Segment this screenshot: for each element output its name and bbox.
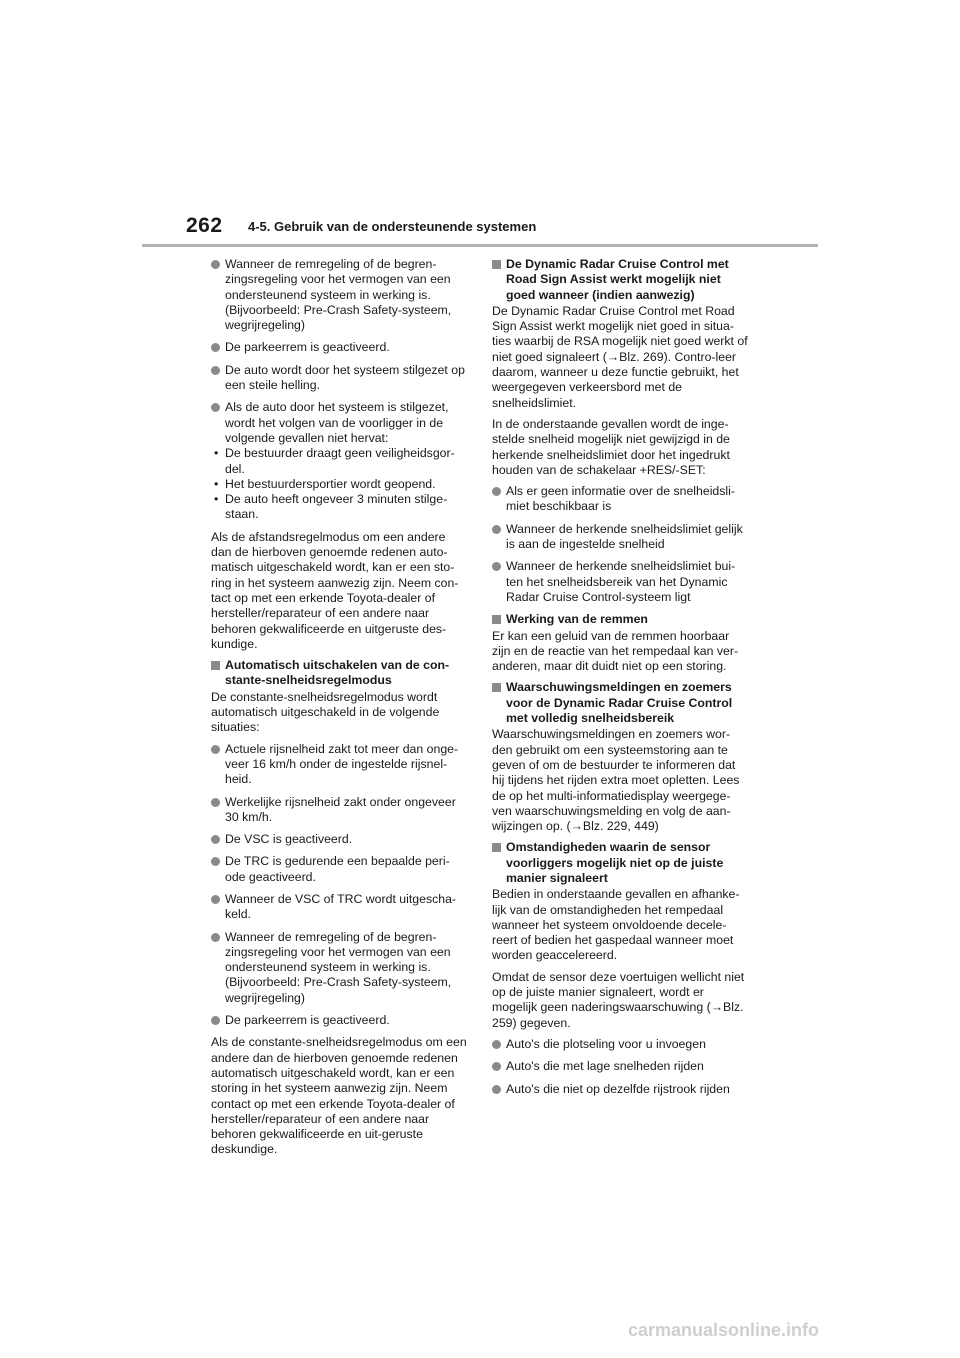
sub-list-item: • Het bestuurdersportier wordt geopend. xyxy=(214,476,436,491)
paragraph: Waarschuwingsmeldingen en zoemers wor-den gebruikt om een systeemstoring aan te geven of om de bestuurder te informeren dat hij tijdens het rijden extra moet opletten. Lees de op het multi-informatiedisplay weergege-ven waarschuwingsmelding en volg de aan-wijzingen op. (→Blz. 229, 449) xyxy=(492,727,740,834)
paragraph: Bedien in onderstaande gevallen en afhanke-lijk van de omstandigheden het rempedaal wanneer het systeem onvoldoende decele-reert of bedien het gaspedaal wanneer moet worden geaccelereerd. xyxy=(492,887,740,963)
list-item: Auto's die plotseling voor u invoegen xyxy=(492,1037,748,1052)
paragraph: In de onderstaande gevallen wordt de inge-stelde snelheid mogelijk niet gewijzigd in de herkende snelheidslimiet door het ingedrukt houden van de schakelaar +RES/-SET: xyxy=(492,416,730,477)
list-item: Werkelijke rijsnelheid zakt onder ongeveer 30 km/h. xyxy=(211,795,467,826)
bullet-icon xyxy=(492,1040,501,1049)
bullet-icon xyxy=(211,798,220,807)
square-bullet-icon xyxy=(492,683,501,692)
subheading: Omstandigheden waarin de sensor voorliggers mogelijk niet op de juiste manier signaleert xyxy=(492,840,748,886)
list-item: Wanneer de remregeling of de begren-zingsregeling voor het vermogen van een ondersteunend systeem in werking is. (Bijvoorbeeld: Pre-Crash Safety-systeem, wegrijregeling) xyxy=(211,257,467,333)
list-item: De VSC is geactiveerd. xyxy=(211,832,467,847)
subheading: Automatisch uitschakelen van de con-stante-snelheidsregelmodus xyxy=(211,658,467,689)
list-item: Auto's die met lage snelheden rijden xyxy=(492,1059,748,1074)
paragraph: De Dynamic Radar Cruise Control met Road Sign Assist werkt mogelijk niet goed in situa-ties waarbij de RSA mogelijk niet goed werkt of niet goed signaleert (→Blz. 269). Contro-leer daarom, wanneer u deze functie gebruikt, het weergegeven verkeersbord met de snelheidslimiet. xyxy=(492,303,748,410)
square-bullet-icon xyxy=(492,615,501,624)
sub-list-item: • De bestuurder draagt geen veiligheidsgor-del. xyxy=(214,446,455,476)
left-column xyxy=(211,257,467,1164)
list-item: Wanneer de VSC of TRC wordt uitgescha-keld. xyxy=(211,892,467,923)
bullet-icon xyxy=(211,857,220,866)
bullet-icon xyxy=(492,525,501,534)
list-item: Als de auto door het systeem is stilgezet, wordt het volgen van de voorligger in de volgende gevallen niet hervat: xyxy=(211,400,467,446)
list-item: Wanneer de remregeling of de begren-zingsregeling voor het vermogen van een ondersteunend systeem in werking is. (Bijvoorbeeld: Pre-Crash Safety-systeem, wegrijregeling) xyxy=(211,930,467,1006)
list-item: Actuele rijsnelheid zakt tot meer dan onge-veer 16 km/h onder de ingestelde rijsnel-heid. xyxy=(211,742,467,788)
paragraph: Als de constante-snelheidsregelmodus om een andere dan de hierboven genoemde redenen automatisch uitgeschakeld wordt, kan er een storing in het systeem aanwezig zijn. Neem contact op met een erkende Toyota-dealer of hersteller/reparateur of een andere naar behoren gekwalificeerde en uit-geruste deskundige. xyxy=(211,1035,467,1157)
watermark: carmanualsonline.info xyxy=(628,1320,820,1340)
square-bullet-icon xyxy=(492,843,501,852)
bullet-icon xyxy=(492,562,501,571)
bullet-icon xyxy=(492,487,501,496)
list-item: Wanneer de herkende snelheidslimiet gelijk is aan de ingestelde snelheid xyxy=(492,522,748,553)
subheading: Werking van de remmen xyxy=(492,612,748,627)
square-bullet-icon xyxy=(211,661,220,670)
bullet-icon xyxy=(492,1062,501,1071)
list-item: De parkeerrem is geactiveerd. xyxy=(211,1013,467,1028)
bullet-icon xyxy=(211,835,220,844)
bullet-icon xyxy=(492,1085,501,1094)
bullet-icon xyxy=(211,343,220,352)
list-item: De TRC is gedurende een bepaalde peri-ode geactiveerd. xyxy=(211,854,467,885)
bullet-icon xyxy=(211,260,220,269)
list-item: De parkeerrem is geactiveerd. xyxy=(211,340,467,355)
square-bullet-icon xyxy=(492,260,501,269)
paragraph: De constante-snelheidsregelmodus wordt automatisch uitgeschakeld in de volgende situaties: xyxy=(211,689,440,735)
list-item: De auto wordt door het systeem stilgezet op een steile helling. xyxy=(211,363,467,394)
list-item: Wanneer de herkende snelheidslimiet bui-ten het snelheidsbereik van het Dynamic Radar Cruise Control-systeem ligt xyxy=(492,559,748,605)
page-header xyxy=(0,0,960,250)
paragraph: Omdat de sensor deze voertuigen wellicht niet op de juiste manier signaleert, wordt er mogelijk geen naderingswaarschuwing (→Blz. 259) gegeven. xyxy=(492,969,745,1030)
bullet-icon xyxy=(211,403,220,412)
bullet-icon xyxy=(211,933,220,942)
bullet-icon xyxy=(211,366,220,375)
bullet-icon xyxy=(211,895,220,904)
list-item: Als er geen informatie over de snelheidsli-miet beschikbaar is xyxy=(492,484,748,515)
bullet-icon xyxy=(211,1016,220,1025)
subheading: De Dynamic Radar Cruise Control met Road Sign Assist werkt mogelijk niet goed wanneer (indien aanwezig) xyxy=(492,257,748,303)
paragraph: Als de afstandsregelmodus om een andere dan de hierboven genoemde redenen auto-matisch uitgeschakeld wordt, kan er een sto-ring in het systeem aanwezig zijn. Neem con-tact op met een erkende Toyota-dealer of hersteller/reparateur of een andere naar behoren gekwalificeerde en uitgeruste des-kundige. xyxy=(211,529,459,651)
subheading: Waarschuwingsmeldingen en zoemers voor de Dynamic Radar Cruise Control met volledig snelheidsbereik xyxy=(492,680,748,726)
section-title: 4-5. Gebruik van de ondersteunende systemen xyxy=(248,219,537,234)
list-item: Auto's die niet op dezelfde rijstrook rijden xyxy=(492,1082,748,1097)
sub-list-item: • De auto heeft ongeveer 3 minuten stilge-staan. xyxy=(214,492,448,522)
bullet-icon xyxy=(211,745,220,754)
paragraph: Er kan een geluid van de remmen hoorbaar zijn en de reactie van het rempedaal kan ver-anderen, maar dit duidt niet op een storing. xyxy=(492,628,739,674)
right-column xyxy=(492,257,748,1104)
header-rule xyxy=(142,244,818,247)
page-number: 262 xyxy=(186,214,223,237)
